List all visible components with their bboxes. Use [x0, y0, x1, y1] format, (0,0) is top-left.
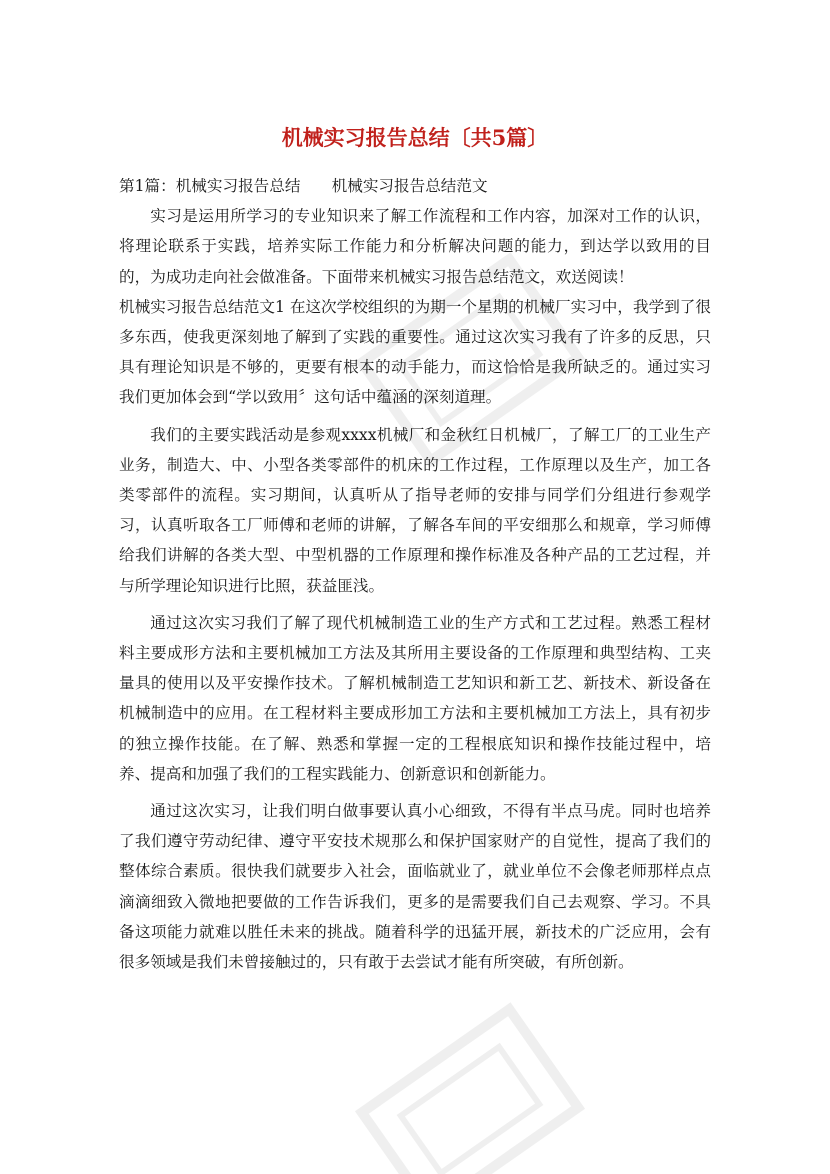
- paragraph-intro: 实习是运用所学习的专业知识来了解工作流程和工作内容，加深对工作的认识，将理论联系于实践，培养实际工作能力和分析解决问题的能力，到达学以致用的目的，为成功走向社会做准备。下面带来机械实习报告总结范文，欢送阅读！: [119, 207, 711, 286]
- paragraph-conclusion: 通过这次实习，让我们明白做事要认真小心细致，不得有半点马虎。同时也培养了我们遵守劳动纪律、遵守平安技术规那么和保护国家财产的自觉性，提高了我们的整体综合素质。很快我们就要步入社会，面临就业了，就业单位不会像老师那样点点滴滴细致入微地把要做的工作告诉我们，更多的是需要我们自己去观察、学习。不具备这项能力就难以胜任未来的挑战。随着科学的迅猛开展，新技术的广泛应用，会有很多领域是我们未曾接触过的，只有敢于去尝试才能有所突破，有所创新。: [119, 802, 711, 972]
- document-body: [119, 171, 711, 977]
- paragraph-learning: 通过这次实习我们了解了现代机械制造工业的生产方式和工艺过程。熟悉工程材料主要成形方法和主要机械加工方法及其所用主要设备的工作原理和典型结构、工夹量具的使用以及平安操作技术。了解机械制造工艺知识和新工艺、新技术、新设备在机械制造中的应用。在工程材料主要成形加工方法和主要机械加工方法上，具有初步的独立操作技能。在了解、熟悉和掌握一定的工程根底知识和操作技能过程中，培养、提高和加强了我们的工程实践能力、创新意识和创新能力。: [119, 613, 711, 783]
- paragraph-activities: 我们的主要实践活动是参观xxxx机械厂和金秋红日机械厂，了解工厂的工业生产业务，制造大、中、小型各类零部件的机床的工作过程，工作原理以及生产，加工各类零部件的流程。实习期间，认真听从了指导老师的安排与同学们分组进行参观学习，认真听取各工厂师傅和老师的讲解，了解各车间的平安细那么和规章，学习师傅给我们讲解的各类大型、中型机器的工作原理和操作标准及各种产品的工艺过程，并与所学理论知识进行比照，获益匪浅。: [119, 425, 711, 595]
- document-title: 机械实习报告总结〔共5篇〕: [281, 125, 549, 150]
- paragraph-sample-1: 机械实习报告总结范文1 在这次学校组织的为期一个星期的机械厂实习中，我学到了很多东西，使我更深刻地了解到了实践的重要性。通过这次实习我有了许多的反思，只具有理论知识是不够的，更要有根本的动手能力，而这恰恰是我所缺乏的。通过实习我们更加体会到“学以致用〞这句话中蕴涵的深刻道理。: [119, 297, 711, 407]
- chapter-heading: 第1篇：机械实习报告总结 机械实习报告总结范文: [119, 177, 488, 195]
